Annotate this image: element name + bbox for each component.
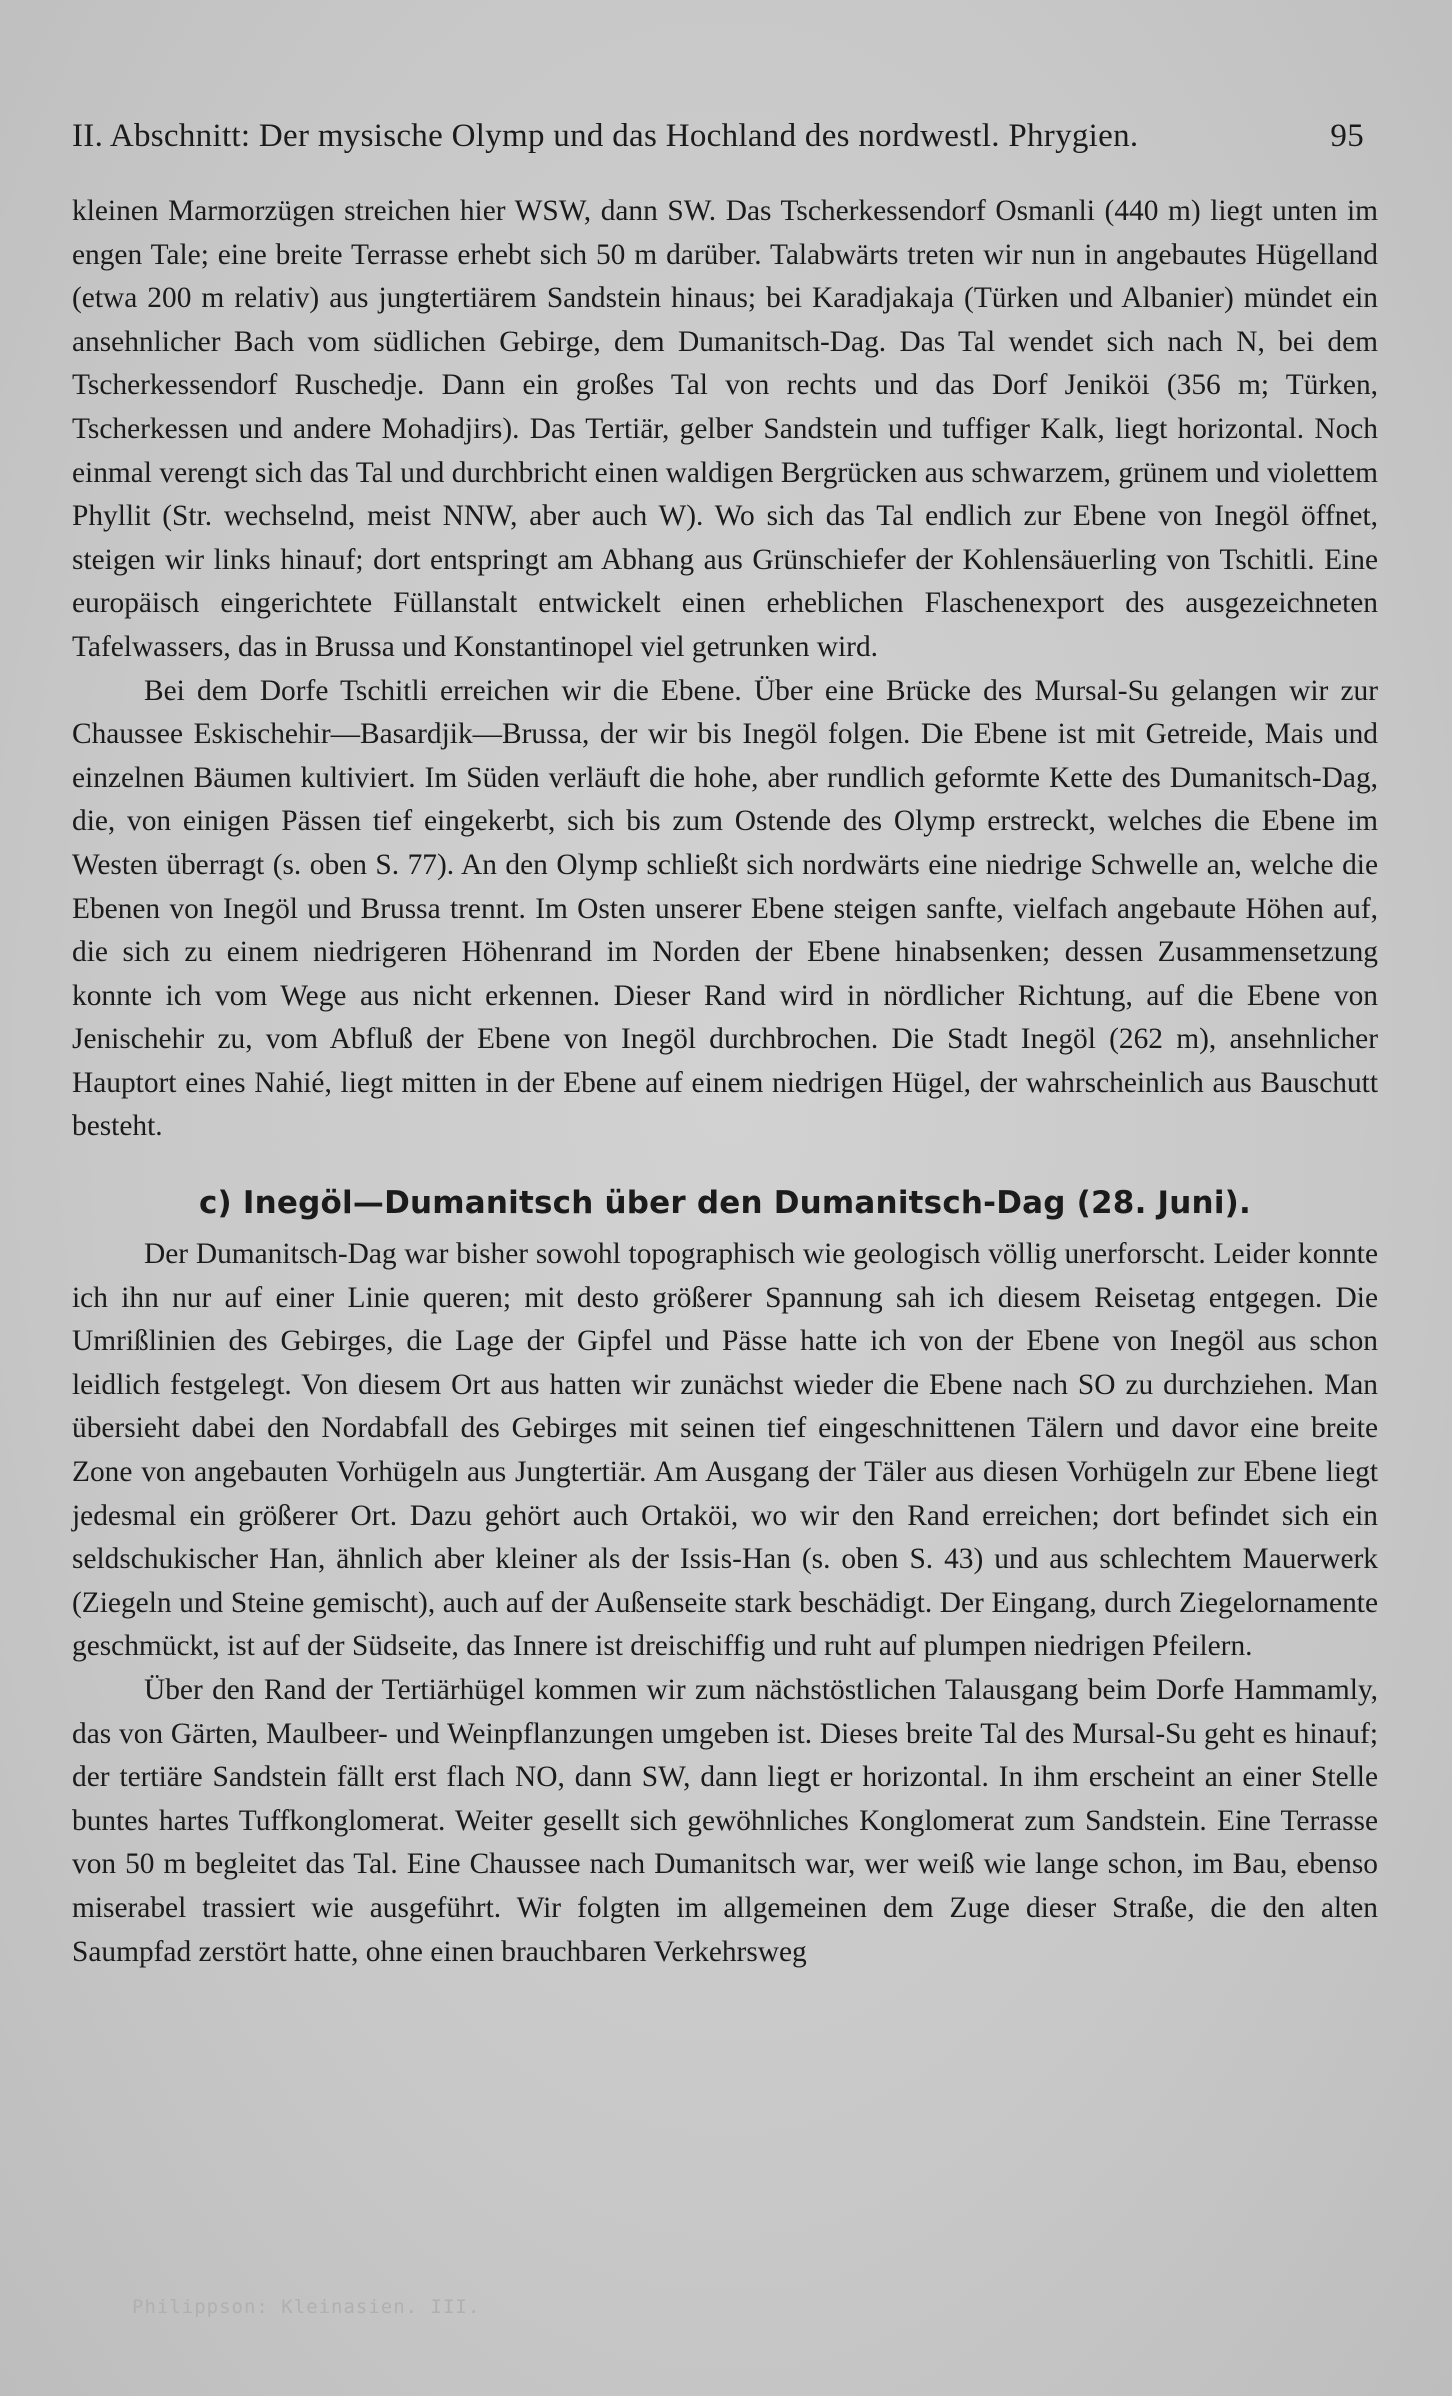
- paragraph: kleinen Marmorzügen streichen hier WSW, dann SW. Das Tscherkessendorf Osmanli (440 m) liegt unten im engen Tale; eine breite Terrasse erhebt sich 50 m darüber. Talabwärts treten wir nun in angebautes Hügelland (etwa 200 m relativ) aus jungtertiärem Sandstein hinaus; bei Karadjakaja (Türken und Albanier) mündet ein ansehnlicher Bach vom südlichen Gebirge, dem Dumanitsch-Dag. Das Tal wendet sich nach N, bei dem Tscherkessendorf Ruschedje. Dann ein großes Tal von rechts und das Dorf Jeniköi (356 m; Türken, Tscherkessen und andere Mohadjirs). Das Tertiär, gelber Sandstein und tuffiger Kalk, liegt horizontal. Noch einmal verengt sich das Tal und durchbricht einen waldigen Bergrücken aus schwarzem, grünem und violettem Phyllit (Str. wechselnd, meist NNW, aber auch W). Wo sich das Tal endlich zur Ebene von Inegöl öffnet, steigen wir links hinauf; dort entspringt am Abhang aus Grünschiefer der Kohlensäuerling von Tschitli. Eine europäisch eingerichtete Füllanstalt entwickelt einen erheblichen Flaschenexport des ausgezeichneten Tafelwassers, das in Brussa und Konstantinopel viel getrunken wird.: [72, 195, 1378, 663]
- page-number: 95: [1330, 118, 1364, 154]
- paragraph: Bei dem Dorfe Tschitli erreichen wir die Ebene. Über eine Brücke des Mursal-Su gelangen wir zur Chaussee Eskischehir—Basardjik—Brussa, der wir bis Inegöl folgen. Die Ebene ist mit Getreide, Mais und einzelnen Bäumen kultiviert. Im Süden verläuft die hohe, aber rundlich geformte Kette des Dumanitsch-Dag, die, von einigen Pässen tief eingekerbt, sich bis zum Ostende des Olymp erstreckt, welches die Ebene im Westen überragt (s. oben S. 77). An den Olymp schließt sich nordwärts eine niedrige Schwelle an, welche die Ebenen von Inegöl und Brussa trennt. Im Osten unserer Ebene steigen sanfte, vielfach angebaute Höhen auf, die sich zu einem niedrigeren Höhenrand im Norden der Ebene hinabsenken; dessen Zusammensetzung konnte ich vom Wege aus nicht erkennen. Dieser Rand wird in nördlicher Richtung, auf die Ebene von Jenischehir zu, vom Abfluß der Ebene von Inegöl durchbrochen. Die Stadt Inegöl (262 m), ansehnlicher Hauptort eines Nahié, liegt mitten in der Ebene auf einem niedrigen Hügel, der wahrscheinlich aus Bauschutt besteht.: [72, 674, 1378, 1143]
- running-head: [72, 118, 1364, 170]
- body-text: [72, 190, 1378, 1974]
- section-heading: c) Inegöl—Dumanitsch über den Dumanitsch-Dag (28. Juni).: [198, 1185, 1251, 1222]
- paragraph: Über den Rand der Tertiärhügel kommen wir zum nächstöstlichen Talausgang beim Dorfe Hammamly, das von Gärten, Maulbeer- und Weinpflanzungen umgeben ist. Dieses breite Tal des Mursal-Su geht es hinauf; der tertiäre Sandstein fällt erst flach NO, dann SW, dann liegt er horizontal. In ihm erscheint an einer Stelle buntes hartes Tuffkonglomerat. Weiter gesellt sich gewöhnliches Konglomerat zum Sandstein. Eine Terrasse von 50 m begleitet das Tal. Eine Chaussee nach Dumanitsch war, wer weiß wie lange schon, im Bau, ebenso miserabel trassiert wie ausgeführt. Wir folgten im allgemeinen dem Zuge dieser Straße, die den alten Saumpfad zerstört hatte, ohne einen brauchbaren Verkehrsweg: [72, 1674, 1378, 1968]
- footer-note: Philippson: Kleinasien. III.: [132, 2296, 481, 2318]
- paragraph: Der Dumanitsch-Dag war bisher sowohl topographisch wie geologisch völlig unerforscht. Leider konnte ich ihn nur auf einer Linie queren; mit desto größerer Spannung sah ich diesem Reisetag entgegen. Die Umrißlinien des Gebirges, die Lage der Gipfel und Pässe hatte ich von der Ebene von Inegöl aus schon leidlich festgelegt. Von diesem Ort aus hatten wir zunächst wieder die Ebene nach SO zu durchziehen. Man übersieht dabei den Nordabfall des Gebirges mit seinen tief eingeschnittenen Tälern und davor eine breite Zone von angebauten Vorhügeln aus Jungtertiär. Am Ausgang der Täler aus diesen Vorhügeln zur Ebene liegt jedesmal ein größerer Ort. Dazu gehört auch Ortaköi, wo wir den Rand erreichen; dort befindet sich ein seldschukischer Han, ähnlich aber kleiner als der Issis-Han (s. oben S. 43) und aus schlechtem Mauerwerk (Ziegeln und Steine gemischt), auch auf der Außenseite stark beschädigt. Der Eingang, durch Ziegelornamente geschmückt, ist auf der Südseite, das Innere ist dreischiffig und ruht auf plumpen niedrigen Pfeilern.: [72, 1238, 1378, 1663]
- running-head-title: II. Abschnitt: Der mysische Olymp und das Hochland des nordwestl. Phrygien.: [72, 118, 1139, 154]
